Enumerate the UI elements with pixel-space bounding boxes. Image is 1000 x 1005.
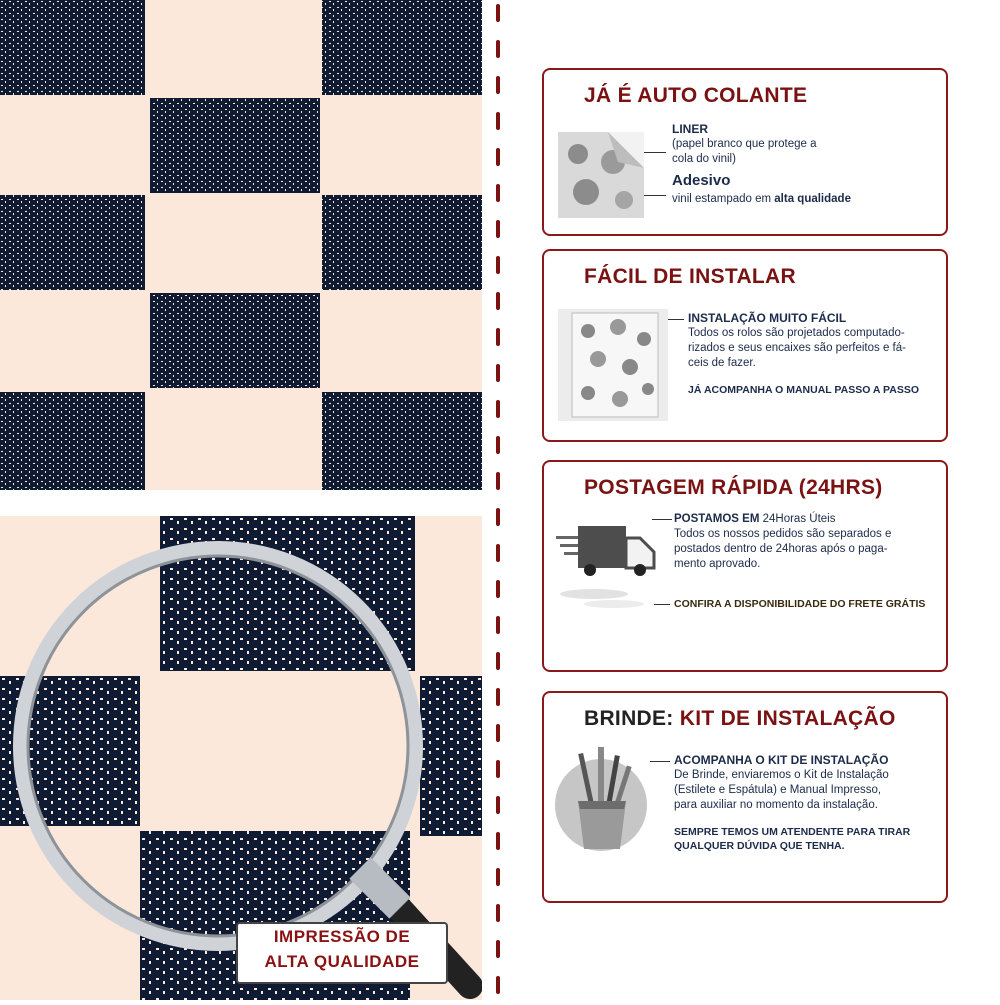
liner-desc-2: cola do vinil) — [672, 153, 736, 165]
postagem-head-bold: POSTAMOS EM — [674, 513, 763, 525]
support-note-1: SEMPRE TEMOS UM ATENDENTE PARA TIRAR — [674, 826, 911, 838]
card-title: JÁ É AUTO COLANTE — [584, 84, 808, 107]
dashed-divider — [492, 0, 504, 1000]
vinyl-sample-icon — [558, 132, 644, 218]
card-title: FÁCIL DE INSTALAR — [584, 265, 796, 288]
kit-desc-3: para auxiliar no momento da instalação. — [674, 799, 878, 811]
leader-line — [644, 152, 666, 153]
leader-line — [668, 319, 684, 320]
card-title — [584, 707, 896, 731]
leader-line — [650, 761, 670, 762]
kit-label: KIT DE INSTALAÇÃO — [679, 707, 896, 730]
postagem-desc-2: postados dentro de 24horas após o paga- — [674, 543, 888, 555]
quality-badge — [236, 922, 448, 984]
badge-line-2: ALTA QUALIDADE — [264, 952, 420, 971]
liner-heading: LINER — [672, 122, 708, 136]
liner-desc-1: (papel branco que protege a — [672, 138, 817, 150]
card-auto-colante — [542, 68, 948, 236]
postagem-desc-3: mento aprovado. — [674, 558, 761, 570]
adesivo-desc — [672, 192, 851, 207]
installation-kit-icon — [550, 745, 652, 857]
postagem-desc-1: Todos os nossos pedidos são separados e — [674, 528, 892, 540]
kit-heading: ACOMPANHA O KIT DE INSTALAÇÃO — [674, 753, 889, 767]
wallpaper-fridge-icon — [558, 309, 668, 421]
facil-desc-3: ceis de fazer. — [688, 357, 756, 369]
leader-line — [644, 195, 666, 196]
kit-desc-2: (Estilete e Espátula) e Manual Impresso, — [674, 784, 882, 796]
brinde-label: BRINDE: — [584, 707, 680, 730]
facil-desc-1: Todos os rolos são projetados computado- — [688, 327, 905, 339]
card-facil-instalar — [542, 249, 948, 442]
facil-desc-2: rizados e seus encaixes são perfeitos e fá- — [688, 342, 906, 354]
checkered-texture-image — [0, 0, 482, 490]
support-note-2: QUALQUER DÚVIDA QUE TENHA. — [674, 840, 845, 852]
postagem-head-rest: 24Horas Úteis — [762, 513, 836, 525]
delivery-truck-icon — [554, 520, 656, 610]
card-postagem — [542, 460, 948, 672]
pattern-preview — [0, 0, 482, 490]
adesivo-text: vinil estampado em — [672, 193, 775, 205]
leader-line — [652, 519, 672, 520]
card-brinde — [542, 691, 948, 903]
badge-line-1: IMPRESSÃO DE — [273, 927, 411, 946]
adesivo-bold: alta qualidade — [774, 193, 851, 205]
postagem-heading — [674, 512, 835, 527]
manual-note: JÁ ACOMPANHA O MANUAL PASSO A PASSO — [688, 384, 920, 396]
frete-note: CONFIRA A DISPONIBILIDADE DO FRETE GRÁTIS — [674, 598, 926, 610]
kit-desc-1: De Brinde, enviaremos o Kit de Instalação — [674, 769, 889, 781]
adesivo-heading: Adesivo — [672, 172, 731, 189]
leader-line — [654, 604, 670, 605]
card-title: POSTAGEM RÁPIDA (24HRS) — [584, 476, 883, 499]
facil-heading: INSTALAÇÃO MUITO FÁCIL — [688, 311, 847, 325]
